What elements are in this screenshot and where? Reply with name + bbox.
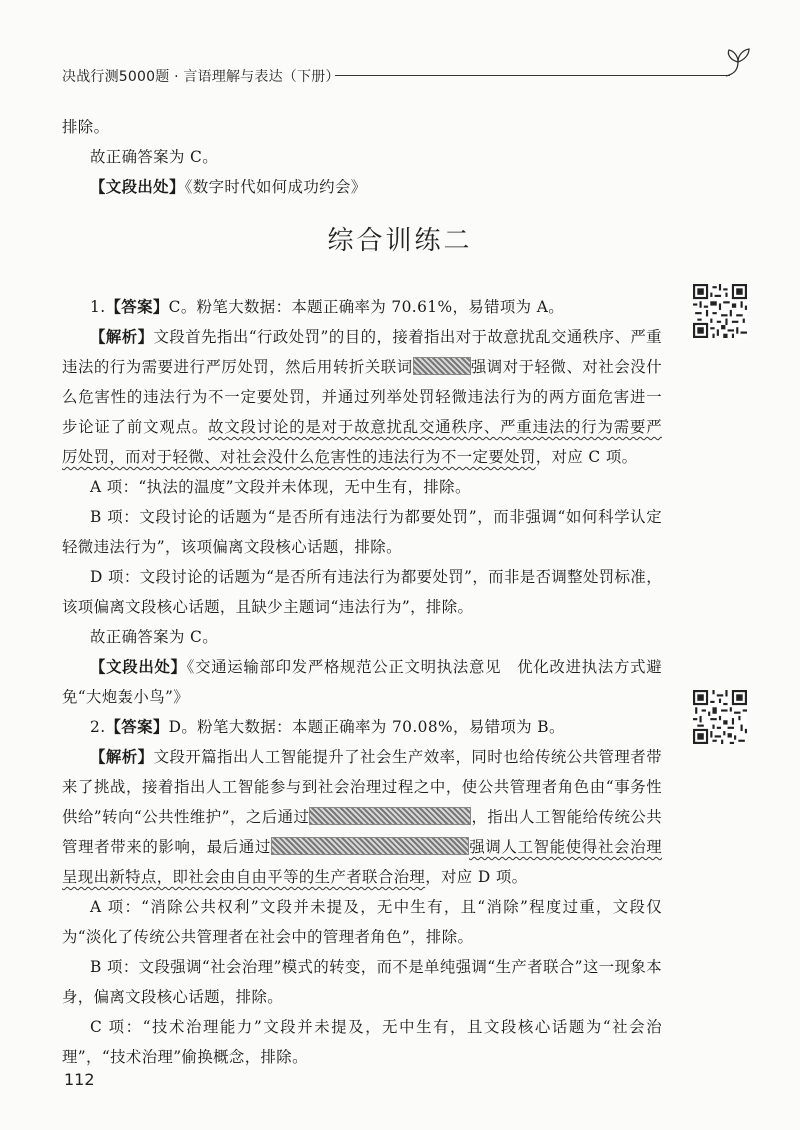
body-text — [62, 112, 662, 1072]
analysis-tag: 【解析】 — [90, 328, 154, 346]
q2-analysis-underlined: 强调人工智能使得社会治理呈现出新特点，即社会由自由平等的生产者联合治理 — [62, 838, 662, 886]
q1-source-text: 《交通运输部印发严格规范公正文明执法意见 优化改进执法方式避免“大炮轰小鸟”》 — [62, 658, 662, 706]
running-header — [62, 62, 752, 88]
q1-number: 1. — [90, 298, 106, 316]
source-text: 《数字时代如何成功约会》 — [184, 178, 367, 196]
q1-option-a: A 项：“执法的温度”文段并未体现，无中生有，排除。 — [90, 478, 471, 496]
redacted-mark — [271, 837, 469, 855]
header-rule — [335, 75, 730, 76]
q2-analysis-end: ，对应 D 项。 — [425, 868, 528, 886]
q1-analysis — [62, 322, 662, 472]
qr-code-icon — [693, 690, 747, 744]
answer-tag: 【答案】 — [105, 298, 169, 316]
sprout-icon — [722, 44, 752, 78]
q2-option-b: B 项：文段强调“社会治理”模式的转变，而不是单纯强调“生产者联合”这一现象本身，偏离文段核心话题，排除。 — [62, 958, 662, 1006]
q1-analysis-underlined: 故文段讨论的是对于故意扰乱交通秩序、严重违法的行为需要严厉处罚，而对于轻微、对社会没什么危害性的违法行为不一定要处罚 — [62, 418, 663, 466]
source-paragraph — [62, 172, 662, 202]
q2-answer-text: D。粉笔大数据：本题正确率为 70.08%，易错项为 B。 — [168, 718, 565, 736]
q2-analysis-1: 文段开篇指出人工智能提升了社会生产效率，同时也给传统公共管理者带来了挑战，接着指出人工智能参与到社会治理过程之中，使公共管理者角色由“事务性供给”转向“公共性维护”，之后通过 — [62, 748, 662, 826]
q2-number: 2. — [90, 718, 106, 736]
header-title: 决战行测5000题 · 言语理解与表达（下册） — [62, 69, 340, 85]
q2-option-a: A 项：“消除公共权利”文段并未提及，无中生有，且“消除”程度过重，文段仅为“淡化了传统公共管理者在社会中的管理者角色”，排除。 — [62, 898, 662, 946]
paragraph: 故正确答案为 C。 — [90, 148, 219, 166]
analysis-tag: 【解析】 — [90, 748, 154, 766]
section-spacer — [62, 202, 662, 292]
q1-analysis-1: 文段首先指出“行政处罚”的目的，接着指出对于故意扰乱交通秩序、严重违法的行为需要进行严厉处罚，然后用转折关联词 — [62, 328, 663, 376]
source-tag: 【文段出处】 — [90, 658, 187, 676]
page-number: 112 — [64, 1070, 95, 1089]
q1-answer — [62, 292, 662, 322]
q1-conclusion: 故正确答案为 C。 — [90, 628, 219, 646]
q1-analysis-end: ，对应 C 项。 — [535, 448, 638, 466]
section-title: 综合训练二 — [327, 226, 473, 256]
q2-analysis-2: ，指出人工智能给传统公共管理者带来的影响，最后通过 — [62, 808, 662, 856]
q2-option-c: C 项：“技术治理能力”文段并未提及，无中生有，且文段核心话题为“社会治理”，“技术治理”偷换概念，排除。 — [62, 1018, 662, 1066]
redacted-mark — [413, 357, 471, 375]
qr-code-icon — [693, 284, 747, 338]
paragraph: 排除。 — [62, 118, 110, 136]
answer-tag: 【答案】 — [105, 718, 169, 736]
q2-analysis — [62, 742, 662, 892]
q1-option-b: B 项：文段讨论的话题为“是否所有违法行为都要处罚”，而非强调“如何科学认定轻微违法行为”，该项偏离文段核心话题，排除。 — [62, 508, 662, 556]
q1-source — [62, 652, 662, 712]
q1-answer-text: C。粉笔大数据：本题正确率为 70.61%，易错项为 A。 — [168, 298, 565, 316]
redacted-mark — [309, 807, 471, 825]
q2-answer — [62, 712, 662, 742]
source-tag: 【文段出处】 — [90, 178, 185, 196]
q1-option-d: D 项：文段讨论的话题为“是否所有违法行为都要处罚”，而非是否调整处罚标准，该项偏离文段核心话题，且缺少主题词“违法行为”，排除。 — [62, 568, 662, 616]
q1-analysis-2: 强调对于轻微、对社会没什么危害性的违法行为不一定要处罚，并通过列举处罚轻微违法行为的两方面危害进一步论证了前文观点。 — [62, 358, 662, 436]
